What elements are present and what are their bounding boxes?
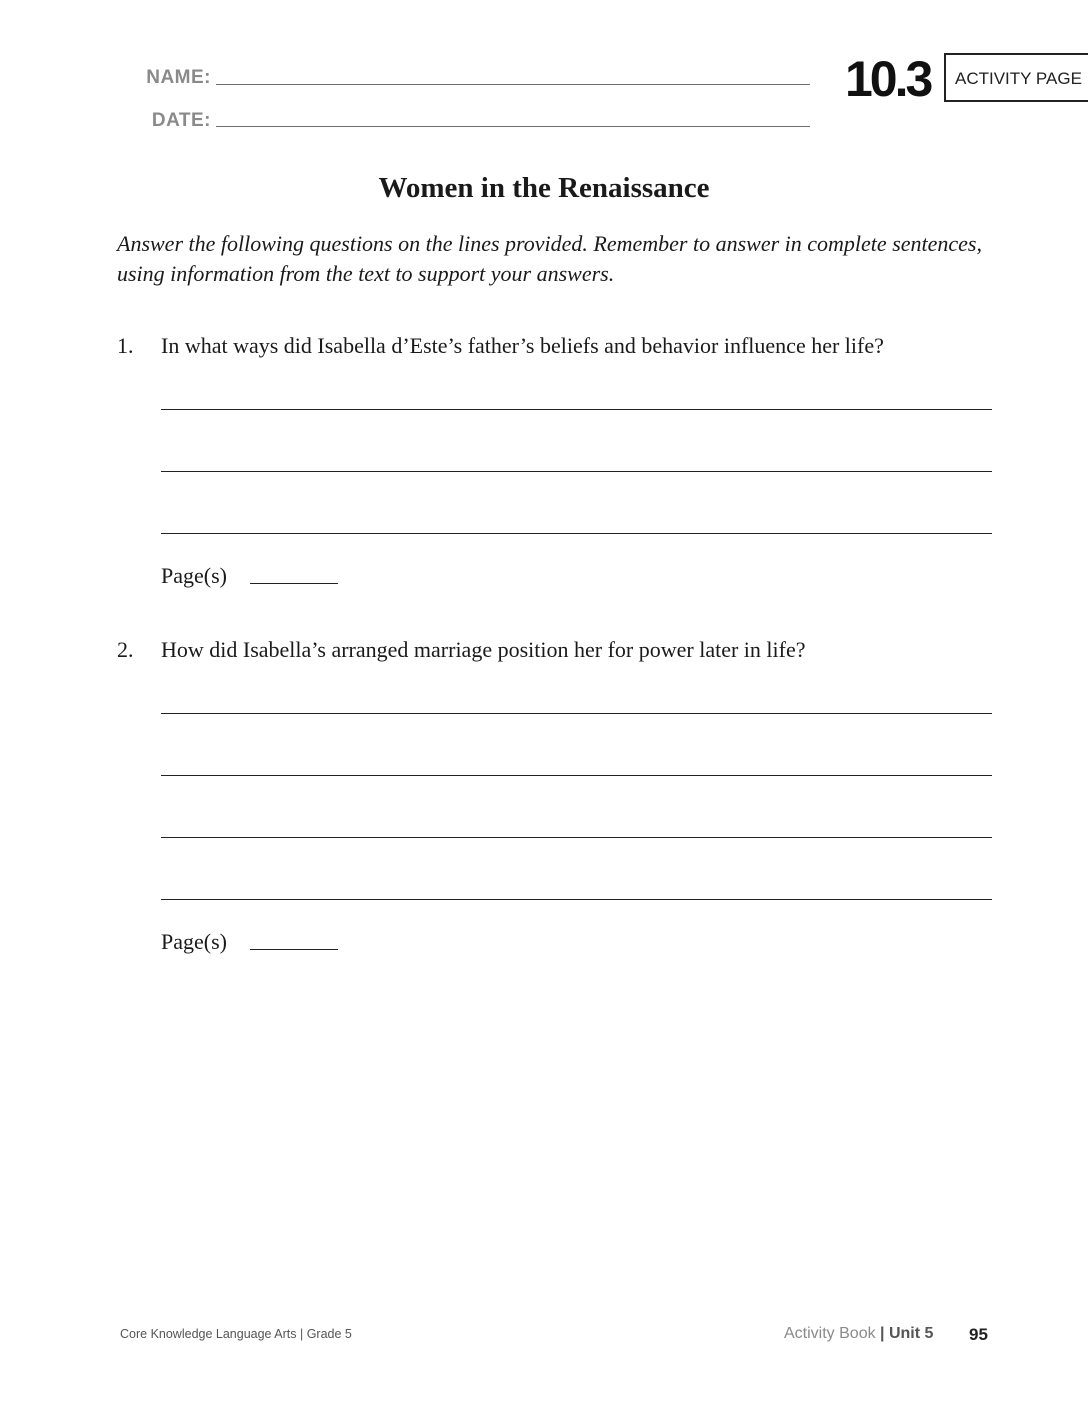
answer-line[interactable] xyxy=(161,471,992,472)
answer-line[interactable] xyxy=(161,533,992,534)
answer-line[interactable] xyxy=(161,409,992,410)
answer-line[interactable] xyxy=(161,775,992,776)
page-reference-label: Page(s) xyxy=(161,563,227,588)
page-number: 95 xyxy=(969,1325,988,1344)
question-text: How did Isabella’s arranged marriage position her for power later in life? xyxy=(161,637,806,662)
footer-book: Activity Book xyxy=(784,1325,876,1342)
activity-number: 10.3 xyxy=(845,51,931,107)
footer-unit: Unit 5 xyxy=(888,1325,934,1342)
date-label: DATE: xyxy=(151,110,211,131)
answer-line[interactable] xyxy=(161,713,992,714)
date-field[interactable] xyxy=(216,126,810,127)
page-title: Women in the Renaissance xyxy=(378,172,710,204)
footer-book-info xyxy=(784,1325,933,1343)
activity-page-text: ACTIVITY PAGE xyxy=(955,69,1082,88)
question-number: 2. xyxy=(117,637,134,662)
answer-line[interactable] xyxy=(161,899,992,900)
answer-line[interactable] xyxy=(161,837,992,838)
question-text: In what ways did Isabella d’Este’s father’s beliefs and behavior influence her life? xyxy=(161,333,884,358)
activity-page-label xyxy=(944,53,1088,102)
page-reference-field[interactable] xyxy=(250,583,338,584)
page-reference-field[interactable] xyxy=(250,949,338,950)
question-number: 1. xyxy=(117,333,134,358)
footer-separator: | xyxy=(875,1325,889,1342)
instructions: Answer the following questions on the lines provided. Remember to answer in complete sentences, using information from the text to support your answers. xyxy=(117,231,982,286)
name-field[interactable] xyxy=(216,84,810,85)
name-label: NAME: xyxy=(146,67,211,88)
footer-course-info: Core Knowledge Language Arts | Grade 5 xyxy=(120,1327,352,1341)
page-reference-label: Page(s) xyxy=(161,929,227,954)
